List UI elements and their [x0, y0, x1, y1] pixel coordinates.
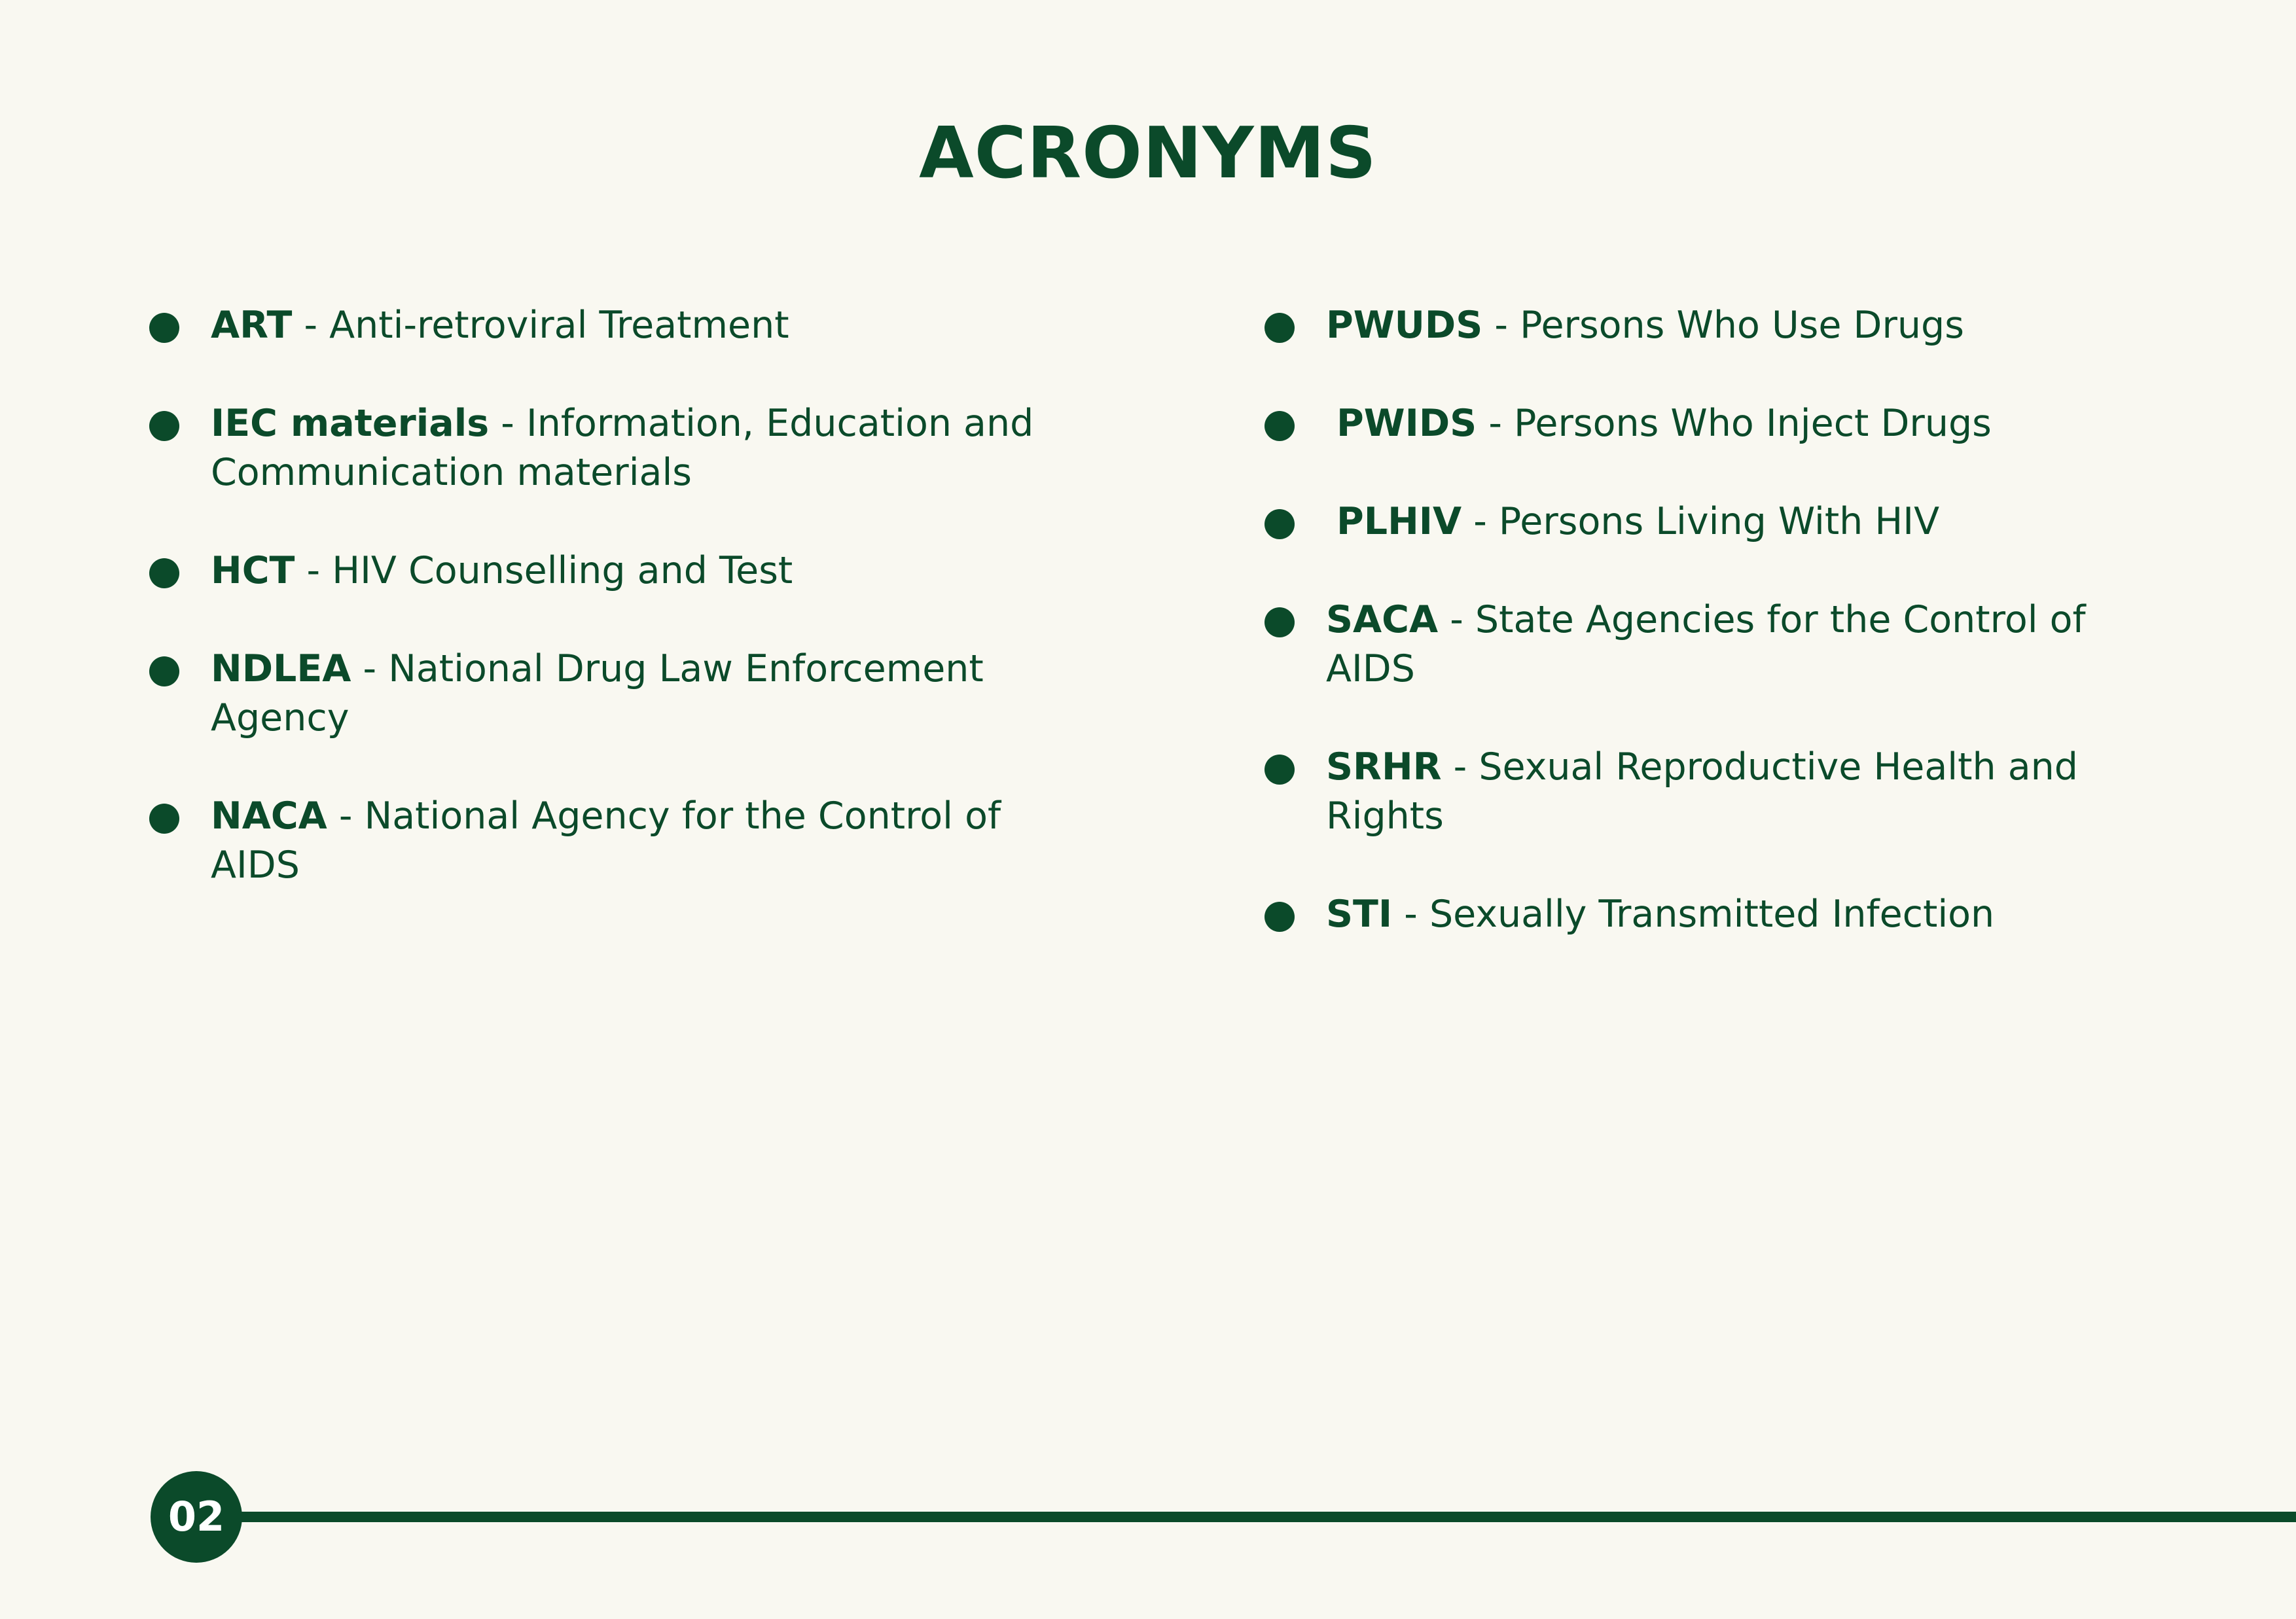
acronym-item — [149, 792, 1079, 890]
bullet-icon — [149, 804, 179, 834]
acronym-definition: - State Agencies for the Control of AIDS — [1326, 598, 2086, 690]
acronym-definition: - Persons Who Inject Drugs — [1477, 402, 1992, 445]
acronym-item — [1265, 596, 2155, 694]
acronym-definition: - Information, Education and Communication materials — [211, 402, 1034, 494]
acronym-item — [149, 546, 1079, 596]
acronym-abbr: SRHR — [1326, 745, 1442, 789]
acronym-definition: - National Agency for the Control of AIDS — [211, 794, 1001, 887]
bullet-icon — [149, 313, 179, 343]
bullet-icon — [1265, 509, 1295, 539]
acronym-abbr: NACA — [211, 794, 327, 838]
bullet-icon — [149, 656, 179, 686]
acronym-item — [1265, 890, 2155, 939]
acronym-definition: - Persons Who Use Drugs — [1482, 304, 1964, 347]
acronym-abbr: IEC materials — [211, 402, 490, 445]
acronym-abbr: NDLEA — [211, 647, 351, 690]
acronym-definition: - Anti-retroviral Treatment — [292, 304, 789, 347]
acronym-definition: - National Drug Law Enforcement Agency — [211, 647, 984, 739]
acronym-definition: - Sexual Reproductive Health and Rights — [1326, 745, 2078, 838]
acronym-abbr: PLHIV — [1336, 500, 1462, 543]
acronym-list-right — [1265, 301, 2155, 988]
bullet-icon — [1265, 313, 1295, 343]
acronym-item — [1265, 497, 2155, 546]
acronym-abbr: SACA — [1326, 598, 1439, 641]
acronym-definition: - Persons Living With HIV — [1462, 500, 1940, 543]
acronym-abbr: PWIDS — [1336, 402, 1477, 445]
bullet-icon — [1265, 902, 1295, 932]
bullet-icon — [149, 411, 179, 441]
acronym-definition: - Sexually Transmitted Infection — [1392, 893, 1995, 936]
bullet-icon — [149, 558, 179, 588]
acronym-abbr: ART — [211, 304, 293, 347]
footer-rule — [196, 1512, 2296, 1522]
bullet-icon — [1265, 607, 1295, 637]
acronym-item — [149, 399, 1079, 497]
acronym-item — [149, 645, 1079, 743]
bullet-icon — [1265, 411, 1295, 441]
acronym-abbr: HCT — [211, 549, 295, 592]
acronym-list-left — [149, 301, 1079, 939]
acronym-item — [1265, 399, 2155, 448]
bullet-icon — [1265, 755, 1295, 785]
acronym-item — [149, 301, 1079, 350]
acronym-abbr: PWUDS — [1326, 304, 1483, 347]
page-number-badge: 02 — [151, 1471, 242, 1563]
acronym-definition: - HIV Counselling and Test — [295, 549, 793, 592]
page-title: ACRONYMS — [919, 113, 1377, 194]
acronym-item — [1265, 301, 2155, 350]
acronym-item — [1265, 743, 2155, 841]
acronym-abbr: STI — [1326, 893, 1393, 936]
